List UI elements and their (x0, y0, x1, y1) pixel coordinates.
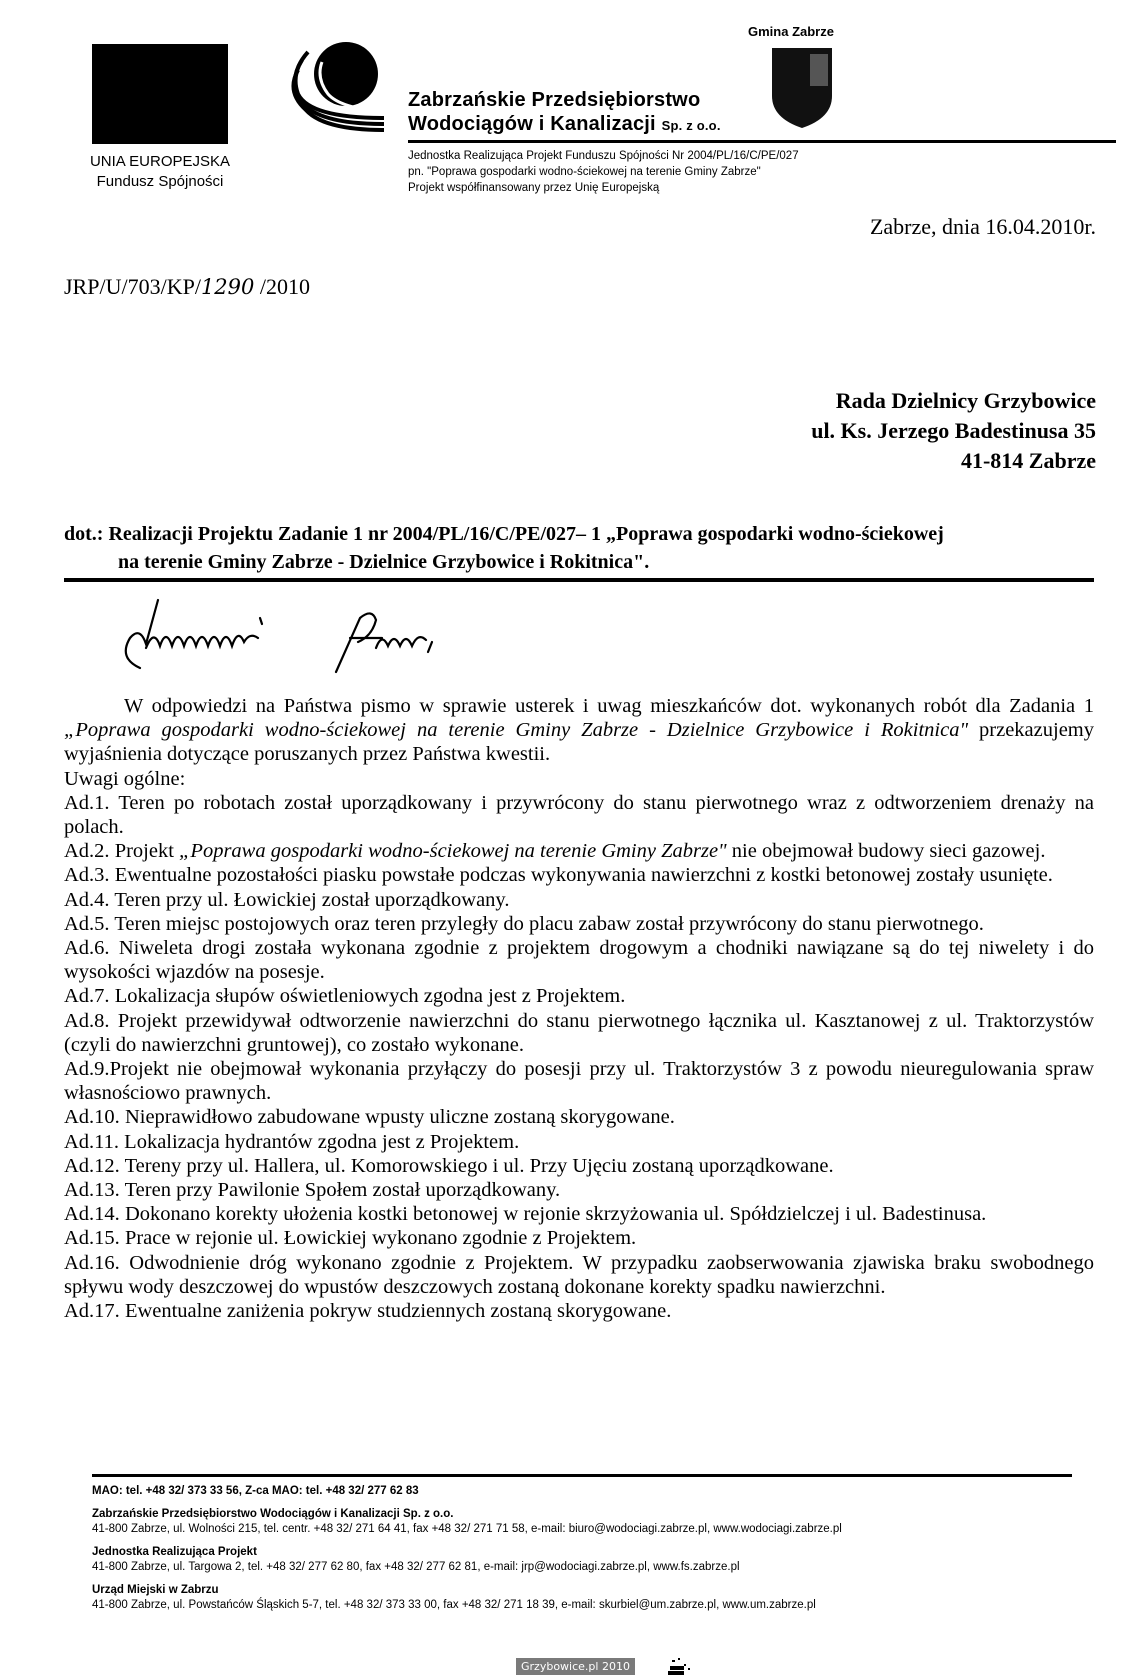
company-name-line2: Wodociągów i Kanalizacji (408, 113, 656, 135)
reference-number (64, 274, 310, 300)
reference-prefix: JRP/U/703/KP/ (64, 274, 201, 299)
remark-item: Ad.15. Prace w rejonie ul. Łowickiej wykonano zgodnie z Projektem. (64, 1227, 637, 1250)
project-line: Projekt współfinansowany przez Unię Europejską (408, 182, 660, 194)
company-name-line1: Zabrzańskie Przedsiębiorstwo (408, 89, 701, 111)
footer-org-address: 41-800 Zabrze, ul. Wolności 215, tel. centr. +48 32/ 271 64 41, fax +48 32/ 271 71 58, e-mail: biuro@wodociagi.zabrze.pl, www.wodociagi.zabrze.pl (92, 1523, 842, 1535)
watermark: Grzybowice.pl 2010 (516, 1658, 635, 1675)
remark-item: Ad.6. Niweleta drogi została wykonana zgodnie z projektem drogowym a chodniki nawiązane są do tej niwelety i do wysokości wjazdów na posesje. (64, 937, 1095, 984)
remark-item: Ad.2. Projekt „Poprawa gospodarki wodno-ściekowej na terenie Gminy Zabrze" nie obejmował budowy sieci gazowej. (64, 840, 1046, 863)
footer-org-name: Jednostka Realizująca Projekt (92, 1546, 257, 1558)
footer-org-address: 41-800 Zabrze, ul. Powstańców Śląskich 5-7, tel. +48 32/ 373 33 00, fax +48 32/ 271 18 39, e-mail: skurbiel@um.zabrze.pl, www.um.zabrze.pl (92, 1599, 816, 1611)
gmina-label: Gmina Zabrze (748, 24, 834, 39)
footer-org-name: Urząd Miejski w Zabrzu (92, 1584, 219, 1596)
recipient-address (811, 386, 1096, 476)
remark-item: Ad.1. Teren po robotach został uporządkowany i przywrócony do stanu pierwotnego wraz z odtworzeniem drenaży na polach. (64, 791, 1094, 839)
remark-item: Ad.11. Lokalizacja hydrantów zgodna jest z Projektem. (64, 1130, 520, 1153)
company-name-suffix: Sp. z o.o. (661, 118, 721, 133)
subject (64, 520, 1094, 576)
remark-item: Ad.16. Odwodnienie dróg wykonano zgodnie z Projektem. W przypadku zaobserwowania zjawiska braku swobodnego spływu wody deszczowej do wpustów deszczowych zostaną dokonane korekty spadku nawierzchni. (64, 1251, 1094, 1298)
project-line: pn. "Poprawa gospodarki wodno-ściekowej na terenie Gminy Zabrze" (408, 166, 761, 178)
letter-date: Zabrze, dnia 16.04.2010r. (869, 214, 1096, 239)
coat-of-arms-icon (770, 46, 834, 130)
handwritten-salutation (110, 598, 550, 678)
footer-contacts: MAO: tel. +48 32/ 373 33 56, Z-ca MAO: tel. +48 32/ 277 62 83 (92, 1485, 419, 1497)
remark-item: Ad.12. Tereny przy ul. Hallera, ul. Komorowskiego i ul. Przy Ujęciu zostaną uporządkowane. (64, 1154, 834, 1177)
remark-item: Ad.3. Ewentualne pozostałości piasku powstałe podczas wykonywania nawierzchni z kostki betonowej zostały usunięte. (64, 864, 1053, 887)
reference-handwritten: 1290 (200, 275, 255, 299)
remark-item: Ad.13. Teren przy Pawilonie Społem został uporządkowany. (64, 1179, 561, 1202)
letter-body (64, 694, 1094, 1323)
remark-item: Ad.4. Teren przy ul. Łowickiej został uporządkowany. (64, 888, 510, 911)
footer-org-name: Zabrzańskie Przedsiębiorstwo Wodociągów i Kanalizacji Sp. z o.o. (92, 1508, 454, 1520)
recipient-line: 41-814 Zabrze (960, 448, 1096, 473)
remark-item: Ad.14. Dokonano korekty ułożenia kostki betonowej w rejonie skrzyżowania ul. Spółdzielczej i ul. Badestinusa. (64, 1203, 987, 1226)
project-line: Jednostka Realizująca Projekt Funduszu Spójności Nr 2004/PL/16/C/PE/027 (408, 150, 799, 162)
eu-flag-icon (92, 44, 228, 144)
company-name (408, 88, 721, 138)
subject-line2: na terenie Gminy Zabrze - Dzielnice Grzybowice i Rokitnica". (118, 551, 650, 573)
eu-label-line1: UNIA EUROPEJSKA (89, 153, 231, 170)
subject-divider (64, 578, 1094, 582)
project-info (408, 148, 799, 196)
reference-suffix: /2010 (254, 274, 311, 299)
zpwik-logo-icon (288, 32, 384, 132)
scan-noise (666, 1656, 696, 1676)
footer-divider (92, 1474, 1072, 1477)
header-divider (408, 140, 1116, 143)
remark-item: Ad.10. Nieprawidłowo zabudowane wpusty uliczne zostaną skorygowane. (64, 1106, 675, 1129)
footer (92, 1484, 1092, 1613)
recipient-line: Rada Dzielnicy Grzybowice (835, 388, 1096, 413)
remark-item: Ad.17. Ewentualne zaniżenia pokryw studziennych zostaną skorygowane. (64, 1300, 672, 1323)
eu-label-line2: Fundusz Spójności (96, 173, 224, 190)
footer-org-address: 41-800 Zabrze, ul. Targowa 2, tel. +48 32/ 277 62 80, fax +48 32/ 277 62 81, e-mail: jrp@wodociagi.zabrze.pl, www.fs.zabrze.pl (92, 1561, 740, 1573)
subject-line1: dot.: Realizacji Projektu Zadanie 1 nr 2004/PL/16/C/PE/027– 1 „Poprawa gospodarki wodno-ściekowej (64, 523, 944, 545)
recipient-line: ul. Ks. Jerzego Badestinusa 35 (811, 418, 1096, 443)
remark-item: Ad.7. Lokalizacja słupów oświetleniowych zgodna jest z Projektem. (64, 985, 626, 1008)
general-remarks-label: Uwagi ogólne: (64, 767, 186, 790)
remark-item: Ad.9.Projekt nie obejmował wykonania przyłączy do posesji przy ul. Traktorzystów 3 z powodu nieuregulowania spraw własnościowo prawnych. (64, 1058, 1094, 1105)
remark-item: Ad.5. Teren miejsc postojowych oraz teren przyległy do placu zabaw został przywrócony do stanu pierwotnego. (64, 912, 984, 935)
intro-paragraph: W odpowiedzi na Państwa pismo w sprawie usterek i uwag mieszkańców dot. wykonanych robót dla Zadania 1 „Poprawa gospodarki wodno-ściekowej na terenie Gminy Zabrze - Dzielnice Grzybowice i Rokitnica" przekazujemy wyjaśnienia dotyczące poruszanych przez Państwa kwestii. (64, 695, 1094, 766)
remark-item: Ad.8. Projekt przewidywał odtworzenie nawierzchni do stanu pierwotnego łącznika ul. Kasztanowej z ul. Traktorzystów (czyli do nawierzchni gruntowej), co zostało wykonane. (64, 1009, 1094, 1056)
